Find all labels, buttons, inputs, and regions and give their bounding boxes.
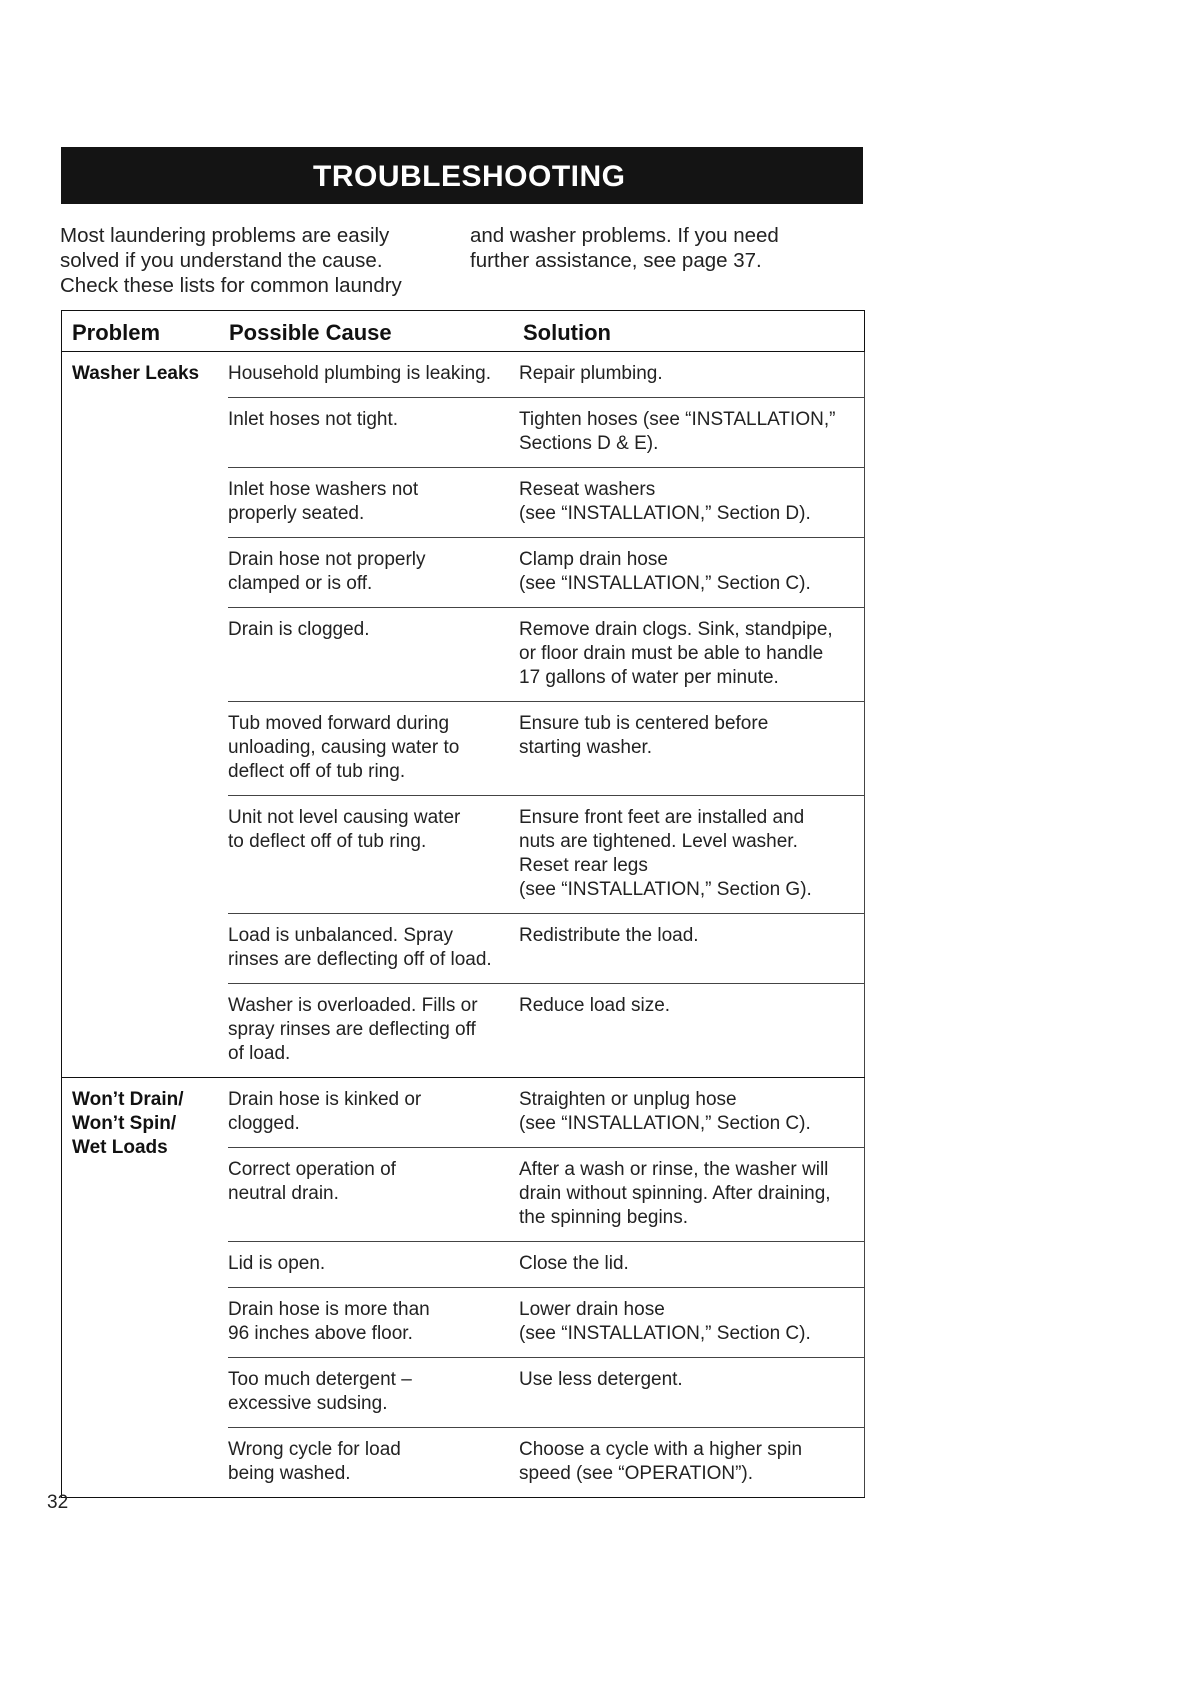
solution-line: drain without spinning. After draining, [519,1183,831,1204]
solution-line: Use less detergent. [519,1369,683,1390]
cause-line: rinses are deflecting off of load. [228,949,492,970]
cause-solution-list [228,1078,865,1497]
solution-line: speed (see “OPERATION”). [519,1463,754,1484]
solution-line: Lower drain hose [519,1299,665,1320]
solution-line: Remove drain clogs. Sink, standpipe, [519,619,833,640]
cause-line: 96 inches above floor. [228,1323,413,1344]
solution-cell [519,1298,853,1346]
cause-line: Inlet hoses not tight. [228,409,399,430]
cause-cell [228,618,519,690]
table-row [228,538,865,608]
solution-line: (see “INSTALLATION,” Section D). [519,503,811,524]
cause-cell [228,548,519,596]
page-title: TROUBLESHOOTING [313,160,626,193]
solution-line: Sections D & E). [519,433,659,454]
cause-line: deflect off of tub ring. [228,761,406,782]
solution-cell [519,1158,853,1230]
cause-line: Correct operation of [228,1159,396,1180]
cause-line: properly seated. [228,503,365,524]
solution-line: (see “INSTALLATION,” Section G). [519,879,812,900]
solution-line: Choose a cycle with a higher spin [519,1439,803,1460]
solution-line: Redistribute the load. [519,925,699,946]
solution-cell [519,924,853,972]
intro-left [60,223,440,298]
cause-line: Wrong cycle for load [228,1439,401,1460]
table-row [228,1358,865,1428]
solution-line: Repair plumbing. [519,363,663,384]
solution-cell [519,994,853,1066]
solution-cell [519,712,853,784]
header-possible-cause: Possible Cause [229,320,392,345]
table-row [228,352,865,398]
page-number: 32 [47,1492,69,1513]
header-bar [61,147,863,204]
solution-line: Ensure tub is centered before [519,713,769,734]
cause-line: neutral drain. [228,1183,339,1204]
solution-line: 17 gallons of water per minute. [519,667,779,688]
cause-line: Drain hose is more than [228,1299,430,1320]
cause-line: Unit not level causing water [228,807,461,828]
table-row [228,468,865,538]
solution-cell [519,1252,853,1276]
cause-line: Drain hose not properly [228,549,426,570]
table-row [228,398,865,468]
table-row [228,984,865,1077]
solution-cell [519,478,853,526]
solution-line: Straighten or unplug hose [519,1089,737,1110]
cause-cell [228,994,519,1066]
cause-line: of load. [228,1043,291,1064]
cause-line: excessive sudsing. [228,1393,388,1414]
solution-cell [519,548,853,596]
cause-line: Drain hose is kinked or [228,1089,422,1110]
solution-line: Reseat washers [519,479,656,500]
problem-line: Wet Loads [72,1137,168,1158]
solution-cell [519,362,853,386]
cause-line: Lid is open. [228,1253,326,1274]
solution-line: Tighten hoses (see “INSTALLATION,” [519,409,836,430]
solution-line: Clamp drain hose [519,549,668,570]
intro-line: Check these lists for common laundry [60,274,402,297]
header-solution: Solution [523,320,611,345]
cause-line: clamped or is off. [228,573,373,594]
problem-name [72,1088,222,1160]
cause-line: Inlet hose washers not [228,479,419,500]
cause-line: Drain is clogged. [228,619,370,640]
troubleshooting-table [61,310,865,1498]
solution-line: (see “INSTALLATION,” Section C). [519,573,811,594]
solution-line: Ensure front feet are installed and [519,807,805,828]
solution-line: starting washer. [519,737,653,758]
table-row [228,796,865,914]
header-problem: Problem [72,320,161,345]
cause-cell [228,1438,519,1486]
solution-line: (see “INSTALLATION,” Section C). [519,1113,811,1134]
table-row [228,702,865,796]
problem-group [62,352,865,1078]
solution-line: Reduce load size. [519,995,671,1016]
solution-line: the spinning begins. [519,1207,689,1228]
problem-line: Washer Leaks [72,363,200,384]
cause-line: Load is unbalanced. Spray [228,925,453,946]
cause-line: Household plumbing is leaking. [228,363,491,384]
solution-line: Close the lid. [519,1253,629,1274]
cause-line: unloading, causing water to [228,737,460,758]
cause-cell [228,924,519,972]
cause-cell [228,1088,519,1136]
solution-line: nuts are tightened. Level washer. [519,831,798,852]
solution-cell [519,1438,853,1486]
solution-line: or floor drain must be able to handle [519,643,824,664]
table-row [228,914,865,984]
cause-line: Too much detergent – [228,1369,412,1390]
cause-cell [228,1368,519,1416]
table-row [228,608,865,702]
problem-group [62,1078,865,1498]
table-row [228,1148,865,1242]
cause-cell [228,806,519,902]
problem-name [72,362,222,386]
intro-line: solved if you understand the cause. [60,249,383,272]
table-header [62,311,865,352]
table-row [228,1428,865,1497]
solution-cell [519,1088,853,1136]
intro-line: and washer problems. If you need [470,224,779,247]
table-body [62,352,865,1498]
intro-line: Most laundering problems are easily [60,224,390,247]
cause-line: spray rinses are deflecting off [228,1019,476,1040]
cause-line: to deflect off of tub ring. [228,831,427,852]
cause-line: Tub moved forward during [228,713,450,734]
solution-cell [519,408,853,456]
cause-line: Washer is overloaded. Fills or [228,995,478,1016]
table-row [228,1288,865,1358]
solution-cell [519,806,853,902]
solution-cell [519,1368,853,1416]
cause-cell [228,1158,519,1230]
intro-right [470,223,850,273]
solution-cell [519,618,853,690]
table-row [228,1078,865,1148]
cause-cell [228,1298,519,1346]
cause-cell [228,362,519,386]
problem-line: Won’t Spin/ [72,1113,177,1134]
table-row [228,1242,865,1288]
cause-solution-list [228,352,865,1077]
cause-line: clogged. [228,1113,300,1134]
cause-cell [228,408,519,456]
cause-line: being washed. [228,1463,351,1484]
solution-line: After a wash or rinse, the washer will [519,1159,829,1180]
solution-line: (see “INSTALLATION,” Section C). [519,1323,811,1344]
intro-line: further assistance, see page 37. [470,249,762,272]
problem-line: Won’t Drain/ [72,1089,184,1110]
cause-cell [228,478,519,526]
cause-cell [228,712,519,784]
cause-cell [228,1252,519,1276]
solution-line: Reset rear legs [519,855,648,876]
